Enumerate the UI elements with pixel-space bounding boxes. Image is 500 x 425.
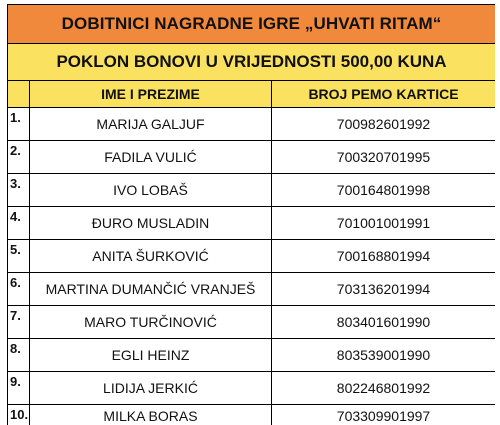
winner-name: MARO TURČINOVIĆ — [30, 306, 272, 339]
winner-name: MILKA BORAS — [30, 405, 272, 425]
row-number: 5. — [8, 240, 30, 273]
table-header-row — [8, 81, 496, 108]
table-row — [8, 207, 496, 240]
row-number: 3. — [8, 174, 30, 207]
winner-name: MARTINA DUMANČIĆ VRANJEŠ — [30, 273, 272, 306]
winner-name: ANITA ŠURKOVIĆ — [30, 240, 272, 273]
winner-name: MARIJA GALJUF — [30, 108, 272, 141]
card-number: 700168801994 — [272, 240, 496, 273]
header-name: IME I PREZIME — [30, 81, 272, 108]
winner-name: EGLI HEINZ — [30, 339, 272, 372]
table-row — [8, 405, 496, 425]
row-number: 4. — [8, 207, 30, 240]
winner-name: FADILA VULIĆ — [30, 141, 272, 174]
card-number: 703136201994 — [272, 273, 496, 306]
row-number: 6. — [8, 273, 30, 306]
header-number — [8, 81, 30, 108]
document-title: DOBITNICI NAGRADNE IGRE „UHVATI RITAM“ — [8, 5, 496, 44]
row-number: 9. — [8, 372, 30, 405]
winners-document — [7, 4, 495, 425]
winner-name: ĐURO MUSLADIN — [30, 207, 272, 240]
card-number: 700982601992 — [272, 108, 496, 141]
winner-name: IVO LOBAŠ — [30, 174, 272, 207]
card-number: 700164801998 — [272, 174, 496, 207]
row-number: 10. — [8, 405, 30, 425]
table-row — [8, 306, 496, 339]
table-row — [8, 240, 496, 273]
card-number: 700320701995 — [272, 141, 496, 174]
document-subtitle: POKLON BONOVI U VRIJEDNOSTI 500,00 KUNA — [8, 44, 496, 81]
card-number: 803539001990 — [272, 339, 496, 372]
card-number: 802246801992 — [272, 372, 496, 405]
title-row — [8, 5, 496, 44]
card-number: 701001001991 — [272, 207, 496, 240]
row-number: 8. — [8, 339, 30, 372]
card-number: 703309901997 — [272, 405, 496, 425]
table-row — [8, 339, 496, 372]
table-row — [8, 108, 496, 141]
table-row — [8, 174, 496, 207]
table-row — [8, 141, 496, 174]
table-row — [8, 273, 496, 306]
card-number: 803401601990 — [272, 306, 496, 339]
row-number: 7. — [8, 306, 30, 339]
winner-name: LIDIJA JERKIĆ — [30, 372, 272, 405]
subtitle-row — [8, 44, 496, 81]
winners-table — [7, 4, 495, 425]
row-number: 2. — [8, 141, 30, 174]
row-number: 1. — [8, 108, 30, 141]
header-card-number: BROJ PEMO KARTICE — [272, 81, 496, 108]
table-row — [8, 372, 496, 405]
